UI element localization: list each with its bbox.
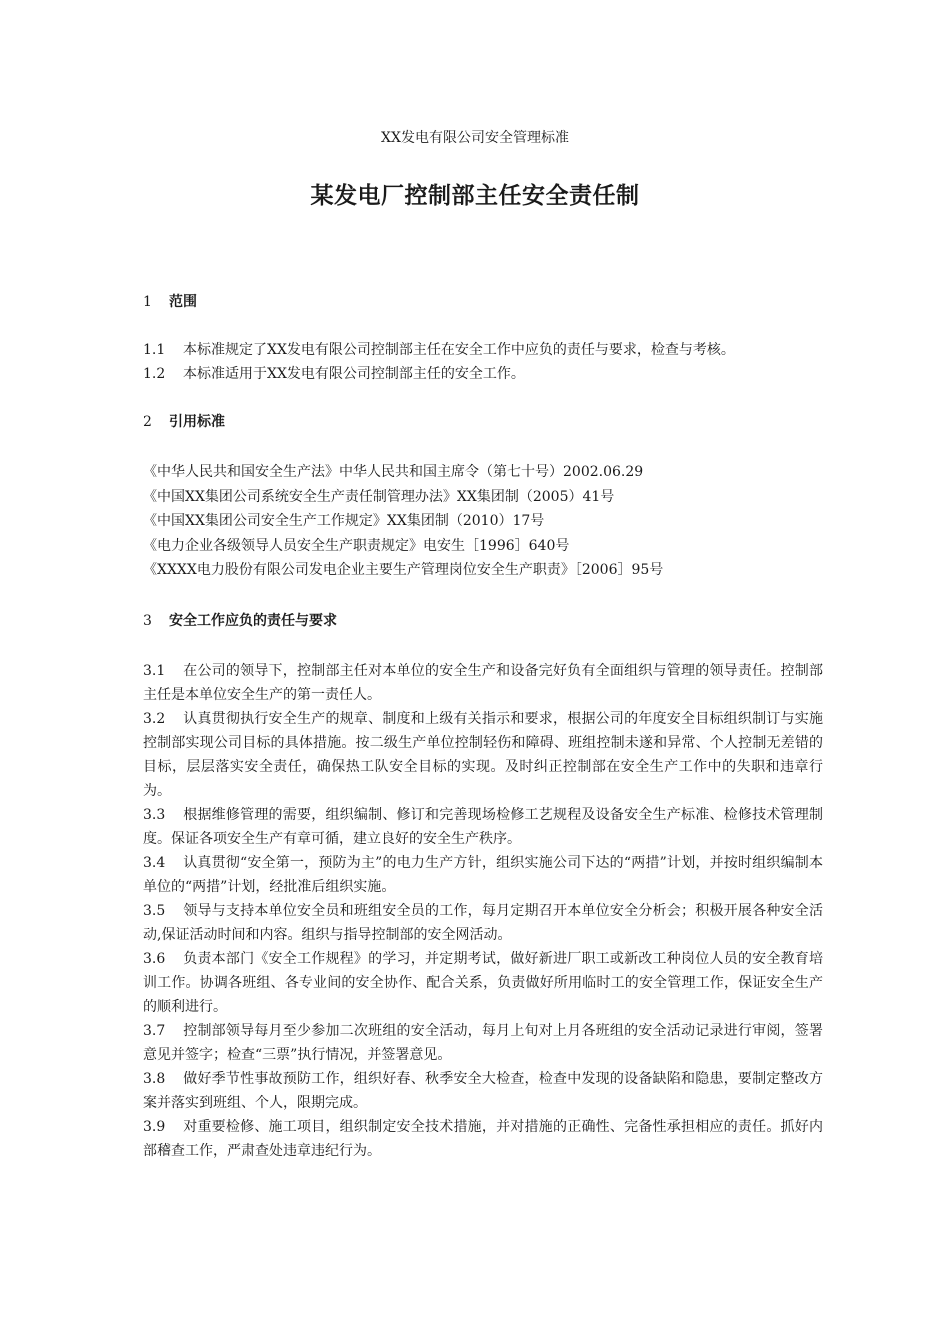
document-title: 某发电厂控制部主任安全责任制 (310, 183, 640, 209)
clause-3-9 (143, 1115, 823, 1163)
clause-3-7 (143, 1019, 823, 1067)
clause-number: 3.2 (143, 710, 166, 727)
section-heading-responsibilities (143, 609, 823, 633)
clause-text: 认真贯彻“安全第一，预防为主”的电力生产方针，组织实施公司下达的“两措”计划，并按时组织编制本单位的“两措”计划，经批准后组织实施。 (143, 854, 823, 895)
clause-number: 3.7 (143, 1022, 166, 1039)
reference-item: 《电力企业各级领导人员安全生产职责规定》电安生［1996］640号 (143, 537, 570, 554)
clause-number: 3.9 (143, 1118, 166, 1135)
clause-1-2 (143, 362, 823, 386)
clause-number: 3.8 (143, 1070, 166, 1087)
document-subtitle: XX发电有限公司安全管理标准 (381, 130, 569, 146)
section-number: 1 (143, 294, 152, 310)
clause-text: 对重要检修、施工项目，组织制定安全技术措施，并对措施的正确性、完备性承担相应的责任。抓好内部稽查工作，严肃查处违章违纪行为。 (143, 1118, 823, 1159)
clause-3-3 (143, 803, 823, 851)
reference-item: 《中国XX集团公司系统安全生产责任制管理办法》XX集团制（2005）41号 (143, 488, 615, 505)
clause-number: 3.3 (143, 806, 166, 823)
clause-text: 领导与支持本单位安全员和班组安全员的工作，每月定期召开本单位安全分析会；积极开展各种安全活动,保证活动时间和内容。组织与指导控制部的安全网活动。 (143, 902, 823, 943)
section-number: 3 (143, 612, 152, 629)
clause-text: 本标准规定了XX发电有限公司控制部主任在安全工作中应负的责任与要求，检查与考核。 (183, 342, 735, 358)
clause-3-2 (143, 707, 823, 803)
clause-1-1 (143, 338, 823, 362)
clause-text: 根据维修管理的需要，组织编制、修订和完善现场检修工艺规程及设备安全生产标准、检修技术管理制度。保证各项安全生产有章可循，建立良好的安全生产秩序。 (143, 806, 823, 847)
clause-text: 在公司的领导下，控制部主任对本单位的安全生产和设备完好负有全面组织与管理的领导责任。控制部主任是本单位安全生产的第一责任人。 (143, 662, 823, 703)
clause-number: 1.2 (143, 366, 166, 382)
clause-3-1 (143, 659, 823, 707)
reference-item: 《中华人民共和国安全生产法》中华人民共和国主席令（第七十号）2002.06.29 (143, 464, 644, 480)
clause-text: 认真贯彻执行安全生产的规章、制度和上级有关指示和要求，根据公司的年度安全目标组织制订与实施控制部实现公司目标的具体措施。按二级生产单位控制轻伤和障碍、班组控制未遂和异常、个人控制无差错的目标，层层落实安全责任，确保热工队安全目标的实现。及时纠正控制部在安全生产工作中的失职和违章行为。 (143, 710, 823, 799)
clause-number: 3.6 (143, 950, 166, 967)
document-body (143, 290, 823, 1163)
clause-text: 控制部领导每月至少参加二次班组的安全活动，每月上旬对上月各班组的安全活动记录进行审阅，签署意见并签字；检查“三票”执行情况，并签署意见。 (143, 1022, 823, 1063)
clause-3-6 (143, 947, 823, 1019)
section-title: 引用标准 (169, 414, 225, 430)
section-number: 2 (143, 414, 152, 430)
clause-number: 3.5 (143, 902, 166, 919)
clause-3-8 (143, 1067, 823, 1115)
clause-text: 本标准适用于XX发电有限公司控制部主任的安全工作。 (183, 366, 525, 382)
clause-number: 3.4 (143, 854, 166, 871)
reference-item: 《中国XX集团公司安全生产工作规定》XX集团制（2010）17号 (143, 513, 545, 530)
section-heading-scope (143, 290, 823, 314)
section-title: 范围 (169, 294, 197, 310)
section-heading-references (143, 410, 823, 434)
clause-text: 负责本部门《安全工作规程》的学习，并定期考试，做好新进厂职工或新改工种岗位人员的安全教育培训工作。协调各班组、各专业间的安全协作、配合关系，负责做好所用临时工的安全管理工作，保证安全生产的顺利进行。 (143, 950, 823, 1015)
clause-number: 3.1 (143, 662, 166, 679)
section-title: 安全工作应负的责任与要求 (169, 612, 337, 629)
reference-item: 《XXXX电力股份有限公司发电企业主要生产管理岗位安全生产职责》［2006］95号 (143, 562, 664, 579)
clause-number: 1.1 (143, 342, 166, 358)
clause-text: 做好季节性事故预防工作，组织好春、秋季安全大检查，检查中发现的设备缺陷和隐患，要制定整改方案并落实到班组、个人，限期完成。 (143, 1070, 823, 1111)
clause-3-5 (143, 899, 823, 947)
clause-3-4 (143, 851, 823, 899)
